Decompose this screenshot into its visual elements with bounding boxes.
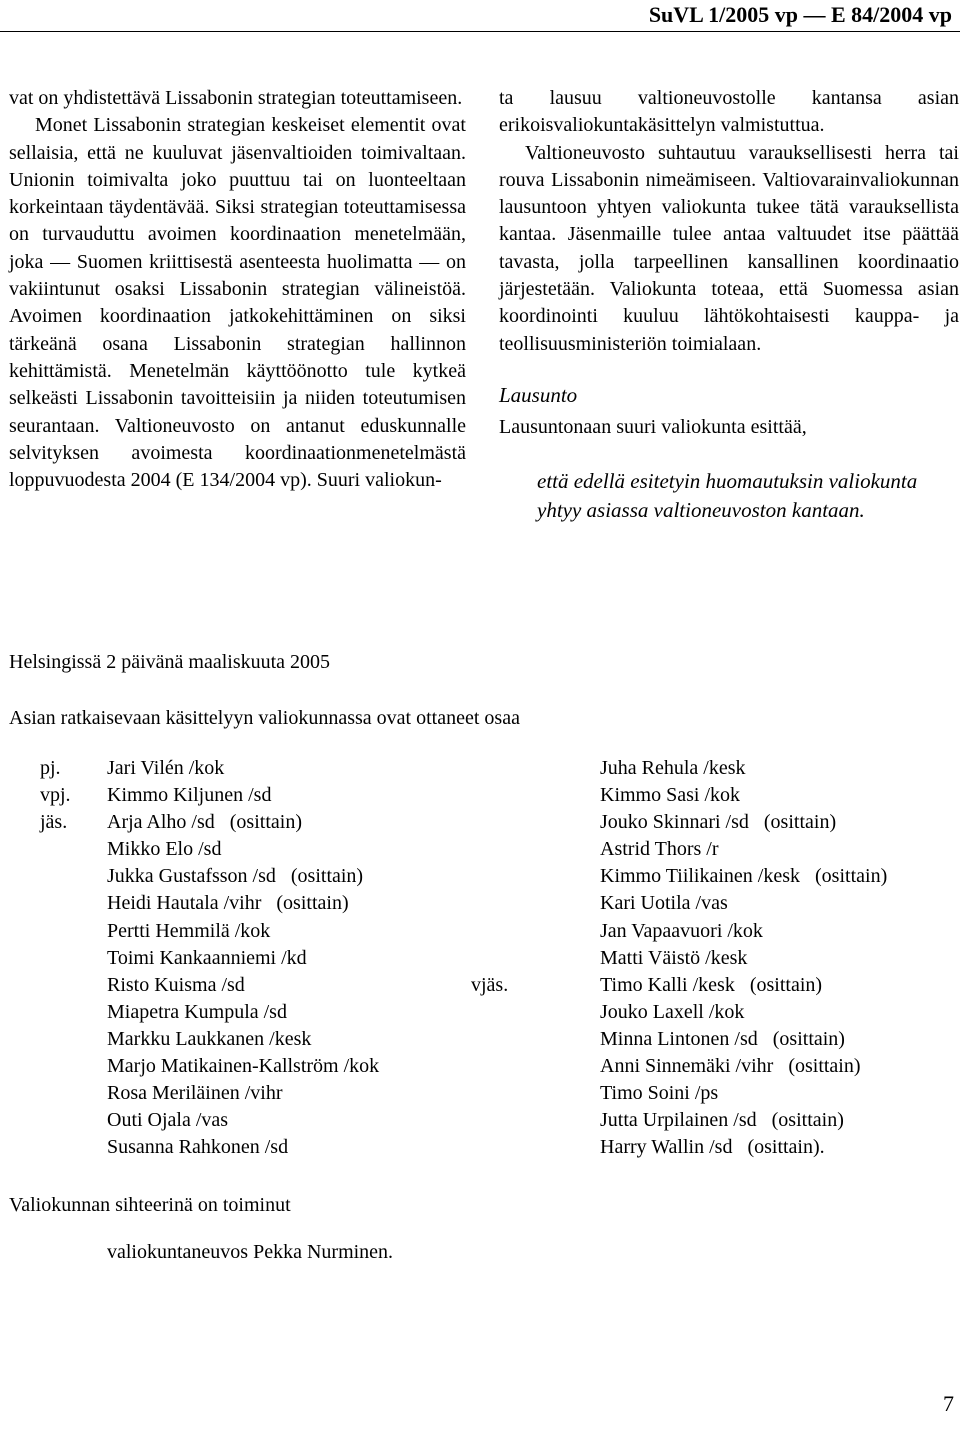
- member-row: [40, 1026, 490, 1053]
- member-row: [524, 1053, 960, 1080]
- member-name: Kimmo Sasi /kok: [600, 784, 741, 807]
- member-row: [40, 890, 490, 917]
- member-row: [524, 836, 960, 863]
- member-name: Juha Rehula /kesk: [600, 757, 746, 779]
- right-text-column: [499, 85, 959, 525]
- member-row: [524, 755, 960, 782]
- member-role: [40, 836, 107, 863]
- member-name: Rosa Meriläinen /vihr: [107, 1082, 283, 1105]
- member-name: Mikko Elo /sd: [107, 838, 222, 861]
- member-role: [40, 1134, 107, 1161]
- member-row: [524, 1107, 960, 1134]
- member-name: Harry Wallin /sd (osittain).: [600, 1136, 825, 1159]
- member-name: Pertti Hemmilä /kok: [107, 919, 271, 942]
- member-role: [524, 1053, 601, 1080]
- member-name: Outi Ojala /vas: [107, 1109, 229, 1132]
- member-name: Jouko Skinnari /sd (osittain): [600, 811, 837, 834]
- member-row: [40, 755, 490, 782]
- member-row: [40, 1053, 490, 1080]
- member-row: [40, 809, 490, 836]
- member-role: [524, 863, 601, 890]
- member-role: [40, 1107, 107, 1134]
- paragraph: vat on yhdistettävä Lissabonin strategian toteuttamiseen.: [9, 87, 463, 109]
- secretary-name: valiokuntaneuvos Pekka Nurminen.: [107, 1241, 394, 1263]
- member-role: [40, 1080, 107, 1107]
- member-role: [40, 1026, 107, 1053]
- member-row: [524, 918, 960, 945]
- member-name: Kimmo Tiilikainen /kesk (osittain): [600, 865, 888, 888]
- member-role: [524, 918, 601, 945]
- member-row: [40, 863, 490, 890]
- member-row: [524, 1080, 960, 1107]
- member-name: Jutta Urpilainen /sd (osittain): [600, 1109, 844, 1132]
- member-role: [524, 1080, 601, 1107]
- member-name: Arja Alho /sd (osittain): [107, 811, 302, 834]
- member-row: [524, 782, 960, 809]
- member-name: Anni Sinnemäki /vihr (osittain): [600, 1055, 861, 1078]
- member-role: [524, 945, 601, 972]
- member-name: Toimi Kankaanniemi /kd: [107, 946, 307, 969]
- member-row: [524, 1026, 960, 1053]
- member-role: [524, 755, 601, 782]
- member-role: [40, 945, 107, 972]
- member-name: Minna Lintonen /sd (osittain): [600, 1027, 845, 1050]
- member-role: [524, 999, 601, 1026]
- member-name: Heidi Hautala /vihr (osittain): [107, 892, 349, 915]
- left-text-column: [9, 85, 466, 494]
- paragraph: ta lausuu valtioneuvostolle kantansa asian erikoisvaliokuntakäsittelyn valmistuttua.: [499, 87, 959, 137]
- page-number: 7: [943, 1391, 954, 1416]
- member-role: [40, 863, 107, 890]
- member-row: [40, 918, 490, 945]
- statement-intro: Lausuntonaan suuri valiokunta esittää,: [499, 416, 807, 439]
- member-row: [40, 945, 490, 972]
- member-role: [524, 890, 601, 917]
- members-list-left: [40, 755, 490, 1161]
- members-list-right: [471, 755, 960, 1161]
- member-role: [524, 782, 601, 809]
- member-name: Astrid Thors /r: [600, 838, 719, 861]
- member-name: Kari Uotila /vas: [600, 892, 728, 915]
- member-row: [471, 972, 960, 999]
- member-row: [40, 1107, 490, 1134]
- member-row: [40, 782, 490, 809]
- member-name: Jukka Gustafsson /sd (osittain): [107, 865, 364, 888]
- member-name: Jouko Laxell /kok: [600, 1000, 745, 1023]
- member-role: [524, 1026, 601, 1053]
- paragraph: Monet Lissabonin strategian keskeiset elementit ovat sellaisia, että ne kuuluvat jäsenvaltioiden toimivaltaan. Unionin toimivalta joko puuttuu tai on luonteeltaan korkeintaan täydentävää. Siksi strategian toteuttamisessa on turvauduttu avoimen koordinaation menetelmään, joka — Suomen kriittisestä asenteesta huolimatta — on vakiintunut osaksi Lissabonin strategian välineistöä. Avoimen koordinaation jatkokehittäminen on siksi tärkeänä osana Lissabonin strategian hallinnon kehittämistä. Menetelmän käyttöönotto tule kytkeä selkeästi Lissabonin tavoitteisiin ja niiden toteutumisen seurantaan. Valtioneuvosto on antanut eduskunnalle selvityksen avoimesta koordinaationmenetelmästä loppuvuodesta 2004 (E 134/2004 vp). Suuri valiokun-: [9, 114, 466, 492]
- member-row: [524, 890, 960, 917]
- secretary-intro: Valiokunnan sihteerinä on toiminut: [9, 1194, 291, 1216]
- member-role: [524, 1134, 601, 1161]
- member-name: Susanna Rahkonen /sd: [107, 1136, 289, 1159]
- member-role: jäs.: [40, 811, 68, 834]
- member-row: [40, 1134, 490, 1161]
- participants-intro: Asian ratkaisevaan käsittelyyn valiokunnassa ovat ottaneet osaa: [9, 707, 520, 729]
- member-row: [524, 809, 960, 836]
- member-role: vpj.: [40, 784, 71, 807]
- place-and-date: Helsingissä 2 päivänä maaliskuuta 2005: [9, 651, 331, 673]
- member-row: [524, 999, 960, 1026]
- member-row: [40, 1080, 490, 1107]
- member-role: pj.: [40, 757, 61, 779]
- member-name: Timo Kalli /kesk (osittain): [600, 973, 823, 996]
- member-name: Risto Kuisma /sd: [107, 973, 245, 996]
- member-row: [40, 836, 490, 863]
- member-row: [40, 972, 490, 999]
- member-row: [524, 1134, 960, 1161]
- member-role: [524, 836, 601, 863]
- page-header: [0, 0, 960, 32]
- member-name: Timo Soini /ps: [600, 1082, 719, 1105]
- member-row: [524, 863, 960, 890]
- member-role: [524, 809, 601, 836]
- member-name: Jan Vapaavuori /kok: [600, 919, 763, 942]
- member-role: [40, 918, 107, 945]
- member-role: [524, 1107, 601, 1134]
- member-name: Jari Vilén /kok: [107, 757, 225, 779]
- member-role: [40, 1053, 107, 1080]
- member-role: [40, 972, 107, 999]
- member-name: Markku Laukkanen /kesk: [107, 1027, 312, 1050]
- member-name: Matti Väistö /kesk: [600, 946, 748, 969]
- paragraph: Valtioneuvosto suhtautuu varauksellisesti herra tai rouva Lissabonin nimeämiseen. Valtiovarainvaliokunnan lausuntoon yhtyen valiokunta tukee tätä varauksellista kantaa. Jäsenmaille tulee antaa valtuudet itse päättää tavasta, jolla tarpeellinen kansallinen koordinaatio järjestetään. Valiokunta toteaa, että Suomessa asian koordinointi kuuluu lähtökohtaisesti kauppa- ja teollisuusministeriön toimialaan.: [499, 141, 959, 355]
- committee-statement: että edellä esitetyin huomautuksin valiokunta yhtyy asiassa valtioneuvoston kantaan.: [537, 468, 918, 522]
- section-heading: Lausunto: [499, 382, 578, 407]
- member-name: Miapetra Kumpula /sd: [107, 1000, 287, 1023]
- member-role: [40, 999, 107, 1026]
- member-row: [524, 945, 960, 972]
- member-name: Kimmo Kiljunen /sd: [107, 784, 272, 807]
- document-identifier: SuVL 1/2005 vp — E 84/2004 vp: [648, 2, 952, 27]
- member-role: vjäs.: [471, 973, 509, 996]
- member-role: [40, 890, 107, 917]
- member-name: Marjo Matikainen-Kallström /kok: [107, 1055, 380, 1078]
- member-row: [40, 999, 490, 1026]
